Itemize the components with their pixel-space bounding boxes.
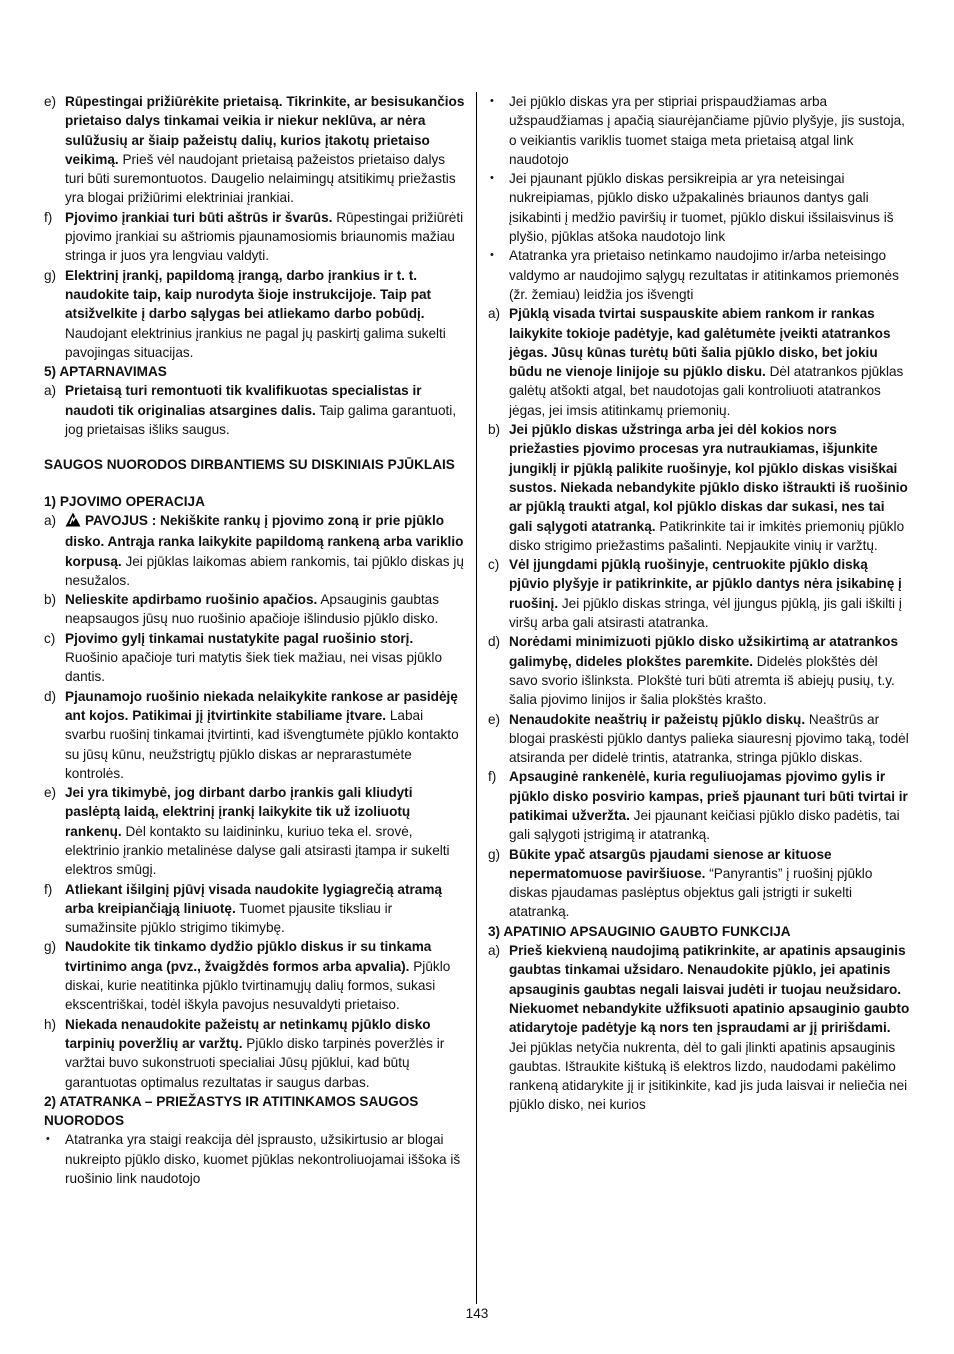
item-bold-text: Norėdami minimizuoti pjūklo disko užsikirtimą ar atatrankos galimybę, dideles plokštes paremkite.	[509, 634, 899, 669]
list-item-c-kickback	[488, 555, 910, 632]
item-text: Dėl atatrankos pjūklas galėtų atšokti atgal, bet naudotojas gali kontroliuoti atatrankos jėgas, jei imsis atitinkamų priemonių.	[509, 364, 904, 418]
item-label: g)	[44, 267, 57, 283]
item-label: d)	[488, 634, 501, 650]
item-bold-text: Elektrinį įrankį, papildomą įrangą, darbo įrankius ir t. t. naudokite taip, kaip nurodyta šioje instrukcijoje. Taip pat atsižvelkite į darbo sąlygas bei atliekamo darbo pobūdį.	[65, 267, 432, 322]
item-text: Neaštrūs ar blogai praskėsti pjūklo dantys palieka siauresnį pjovimo taką, todėl atsiranda per didelė trintis, atatranka, stringa pjūklo diskas.	[509, 711, 909, 766]
item-label: h)	[44, 1016, 57, 1032]
item-bold-text: Nelieskite apdirbamo ruošinio apačios.	[65, 592, 318, 608]
item-label: g)	[488, 846, 501, 862]
item-bold-text: Vėl įjungdami pjūklą ruošinyje, centruokite pjūklo diską pjūvio plyšyje ir patikrinkite, ar pjūklo dantys nėra įsikabinę į ruošinį.	[509, 557, 902, 611]
item-bold-text: Jei yra tikimybė, jog dirbant darbo įrankis gali kliudyti paslėptą laidą, elektrinį įrankį laikykite tik už izoliuotų rankenų.	[65, 785, 413, 839]
item-text: Naudojant elektrinius įrankius ne pagal jų paskirtį galima sukelti pavojingas situacijas.	[65, 325, 446, 360]
item-text: Pjūklo disko tarpinės poveržlės ir varžtai buvo sukonstruoti specialiai Jūsų pjūklui, kad būtų garantuotas optimalus rezultatas ir saugus darbas.	[65, 1035, 445, 1090]
item-text: Apsauginis gaubtas neapsaugos jūsų nuo ruošinio apačioje išlindusio pjūklo disko.	[65, 592, 440, 627]
list-item-g-kickback	[488, 845, 910, 922]
item-bold-text: Naudokite tik tinkamo dydžio pjūklo diskus ir su tinkama tvirtinimo anga (pvz., žvaigždės formos arba apvalia).	[65, 939, 432, 974]
list-item-f-cutting	[44, 880, 465, 938]
list-item-e-cutting	[44, 783, 465, 879]
item-bold-text: PAVOJUS : Nekiškite rankų į pjovimo zoną ir prie pjūklo disko. Antrąja ranka laikykite papildomą rankeną arba variklio korpusą.	[65, 512, 464, 569]
bullet-item	[488, 92, 910, 169]
item-bold-text: Pjovimo įrankiai turi būti aštrūs ir švarūs.	[65, 209, 333, 225]
item-text: Labai svarbu ruošinį tinkamai įtvirtinti, kad išvengtumėte pjūklo kontakto su jūsų kūnu, neužstrigtų pjūklo diskas ar neprarastumėte kontrolės.	[65, 707, 459, 781]
list-item-g	[44, 266, 465, 362]
list-item-a-maintenance	[44, 381, 465, 439]
item-label: a)	[488, 943, 501, 959]
item-bold-text: Pjovimo gylį tinkamai nustatykite pagal ruošinio storį.	[65, 630, 414, 646]
bullet-item	[488, 246, 910, 304]
item-bold-text: Jei pjūklo diskas užstringa arba jei dėl kokios nors priežasties pjovimo procesas yra nutraukiamas, išjunkite jungiklį ir pjūklą palikite ruošinyje, kol pjūklo diskas visiškai sustos. Niekada nebandykite pjūklo disko ištraukti iš ruošinio ar pjūklą traukti atgal, kol pjūklo diskas dar sukasi, nes tai gali sąlygoti atatranką.	[509, 422, 908, 534]
bullet-icon: •	[490, 172, 494, 185]
item-label: e)	[44, 94, 57, 109]
item-text: Taip galima garantuoti, jog prietaisas išliks saugus.	[65, 402, 457, 438]
item-bold-text: Apsauginė rankenėlė, kuria reguliuojamas pjovimo gylis ir pjūklo disko posvirio kampas, prieš pjaunant turi būti tvirtai ir patikimai užveržta.	[509, 769, 908, 823]
list-item-a-lower-guard	[488, 941, 910, 1115]
right-column	[488, 92, 910, 1115]
list-item-b-cutting	[44, 590, 465, 629]
list-item-f	[44, 208, 465, 266]
item-text: Jei pjaunant keičiasi pjūklo disko padėtis, tai gali sąlygoti įstrigimą ir atatranką.	[509, 807, 900, 843]
item-label: b)	[488, 422, 501, 438]
item-label: c)	[44, 630, 56, 646]
item-text: Pjūklo diskai, kurie neatitinka pjūklo tvirtinamųjų dalių formos, sukasi ekscentriškai, todėl iškyla pavojus nesuvaldyti prietaiso.	[65, 958, 451, 1013]
item-text: Jei pjūklo diskas stringa, vėl įjungus pjūklą, jis gali iškilti į viršų arba gali atsirasti atatranka.	[509, 595, 902, 631]
heading-maintenance: 5) APTARNAVIMAS	[44, 364, 167, 380]
item-text: Didelės plokštės dėl savo svorio išlinksta. Plokštė turi būti atremta iš abiejų pusių, t.y. šalia pjovimo linijos ir šalia plokštės krašto.	[509, 653, 895, 708]
item-text: Atatranka yra prietaiso netinkamo naudojimo ir/arba neteisingo valdymo ar naudojimo sąlygų rezultatas ir atitinkamos priemonės (žr. žemiau) leidžia jos išvengti	[509, 248, 899, 302]
list-item-b-kickback	[488, 420, 910, 555]
item-text: Atatranka yra staigi reakcija dėl įsprausto, užsikirtusio ar blogai nukreipto pjūklo disko, kuomet pjūklas nekontroliuojamai iššoka iš ruošinio link naudotojo	[65, 1132, 461, 1187]
page-number: 143	[465, 1306, 489, 1321]
item-text: Dėl kontakto su laidininku, kuriuo teka el. srovė, elektrinio įrankio metalinėse dalyse gali atsirasti įtampa ir sukelti elektros smūgį.	[65, 823, 450, 878]
item-label: c)	[488, 557, 500, 573]
bullet-item	[488, 169, 910, 246]
bullet-item	[44, 1130, 465, 1188]
list-item-e-kickback	[488, 710, 910, 768]
item-text: Jei pjūklas netyčia nukrenta, dėl to gali įlinkti apatinis apsauginis gaubtas. Ištraukite kištuką iš elektros lizdo, naudodami pakėlimo rankeną atidarykite jį ir įsitikinkite, kad jis juda laisvai ir neliečia nei pjūklo disko, nei kurios	[509, 1039, 908, 1113]
item-text: Rūpestingai prižiūrėti pjovimo įrankiai su aštriomis pjaunamosiomis briaunomis mažiau stringa ir juos yra lengviau valdyti.	[65, 209, 464, 264]
item-label: a)	[44, 383, 57, 399]
warning-icon	[65, 512, 81, 532]
item-label: a)	[44, 512, 57, 528]
bullet-icon: •	[490, 249, 494, 262]
item-text: Tuomet pjausite tiksliau ir sumažinsite pjūklo strigimo tikimybę.	[65, 900, 393, 936]
section-title: SAUGOS NUORODOS DIRBANTIEMS SU DISKINIAIS PJŪKLAIS	[44, 457, 455, 473]
list-item-d-cutting	[44, 687, 465, 783]
item-bold-text: Būkite ypač atsargūs pjaudami sienose ar kituose nepermatomuose paviršiuose.	[509, 846, 832, 881]
bullet-icon: •	[490, 95, 494, 107]
item-label: b)	[44, 592, 57, 608]
item-text: Ruošinio apačioje turi matytis šiek tiek mažiau, nei visas pjūklo dantis.	[65, 650, 443, 685]
item-text: Jei pjaunant pjūklo diskas persikreipia ar yra neteisingai nukreipiamas, pjūklo disko užpakalinės briaunos dantys gali įsikabinti į medžio paviršių ir tuomet, pjūklo diskui išsilaisvinus iš plyšio, pjūklas atšoka naudotojo link	[509, 171, 894, 245]
item-bold-text: Pjaunamojo ruošinio niekada nelaikykite rankose ar pasidėję ant kojos. Patikimai jį įtvirtinkite stabiliame įtvare.	[65, 688, 458, 723]
item-label: e)	[44, 785, 57, 801]
left-column	[44, 92, 465, 1188]
item-label: f)	[44, 881, 53, 897]
item-label: d)	[44, 688, 57, 704]
heading-lower-guard: 3) APATINIO APSAUGINIO GAUBTO FUNKCIJA	[488, 923, 791, 939]
column-divider	[476, 92, 477, 1304]
item-label: f)	[44, 209, 53, 225]
item-bold-text: Pjūklą visada tvirtai suspauskite abiem rankom ir rankas laikykite tokioje padėtyje, kad galėtumėte įveikti atatrankos jėgas. Jūsų kūnas turėtų būti šalia pjūklo disko, bet jokiu būdu ne vienoje linijoje su pjūklo disku.	[509, 306, 891, 380]
list-item-d-kickback	[488, 632, 910, 709]
list-item-e	[44, 92, 465, 208]
item-label: a)	[488, 306, 501, 322]
item-bold-text: Atliekant išilginį pjūvį visada naudokite lygiagrečią atramą arba kreipiančiąją liniuotę.	[65, 881, 442, 916]
item-bold-text: Prietaisą turi remontuoti tik kvalifikuotas specialistas ir naudoti tik originalias atsargines dalis.	[65, 383, 422, 418]
item-text: Jei pjūklo diskas yra per stipriai prispaudžiamas arba užspaudžiamas į apačią siaurėjančiame pjūvio plyšyje, jis sustoja, o veikiantis variklis tuomet staiga meta prietaisą atgal link naudotojo	[509, 94, 905, 167]
list-item-c-cutting	[44, 629, 465, 687]
item-label: f)	[488, 769, 497, 785]
item-bold-text: Nenaudokite neaštrių ir pažeistų pjūklo diskų.	[509, 711, 806, 727]
item-bold-text: Rūpestingai prižiūrėkite prietaisą. Tikrinkite, ar besisukančios prietaiso dalys tinkamai veikia ir niekur neklūva, ar nėra sulūžusių ar šiaip pažeistų dalių, kurios įtakotų prietaiso veikimą.	[65, 94, 465, 167]
item-text: Jei pjūklas laikomas abiem rankomis, tai pjūklo diskas jų nesužalos.	[65, 553, 464, 588]
heading-cutting-operation: 1) PJOVIMO OPERACIJA	[44, 493, 205, 509]
item-label: e)	[488, 711, 501, 727]
item-text: Prieš vėl naudojant prietaisą pažeistos prietaiso dalys turi būti suremontuotos. Daugelio nelaimingų atsitikimų priežastis yra blogai prižiūrimi elektriniai įrankiai.	[65, 151, 456, 206]
heading-kickback: 2) ATATRANKA – PRIEŽASTYS IR ATITINKAMOS SAUGOS NUORODOS	[44, 1093, 419, 1129]
item-text: “Panyrantis” į ruošinį pjūklo diskas pjaudamas paslėptus objektus gali įstrigti ir sukelti atatranką.	[509, 865, 873, 920]
list-item-a-kickback	[488, 304, 910, 420]
item-bold-text: Prieš kiekvieną naudojimą patikrinkite, ar apatinis apsauginis gaubtas tinkamai užsidaro. Nenaudokite pjūklo, jei apatinis apsauginis gaubtas negali laisvai judėti ir tuojau neužsidaro. Niekuomet nebandykite užfiksuoti apatinio apsauginio gaubto atidarytoje padėtyje ką nors ten įspraudami ar jį pririšdami.	[509, 943, 910, 1036]
bullet-icon: •	[46, 1133, 50, 1146]
list-item-h-cutting	[44, 1015, 465, 1092]
list-item-g-cutting	[44, 937, 465, 1014]
item-label: g)	[44, 939, 57, 955]
list-item-a-cutting	[44, 511, 465, 590]
item-bold-text: Niekada nenaudokite pažeistų ar netinkamų pjūklo disko tarpinių poveržlių ar varžtų.	[65, 1016, 431, 1051]
item-text: Patikrinkite tai ir imkitės priemonių pjūklo disko strigimo priežastims pašalinti. Nepjaukite vinių ir varžtų.	[509, 518, 905, 553]
list-item-f-kickback	[488, 767, 910, 844]
